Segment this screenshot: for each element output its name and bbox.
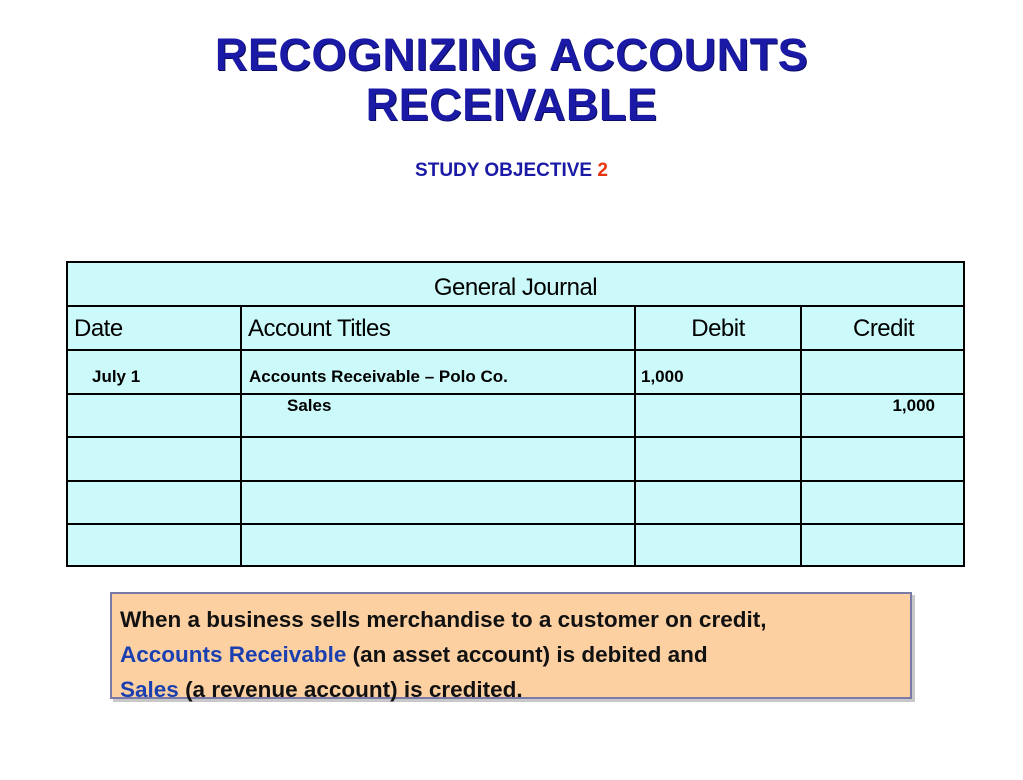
note-line-3 (120, 672, 910, 707)
row-divider (68, 523, 963, 525)
header-debit: Debit (691, 315, 745, 342)
note-line-1: When a business sells merchandise to a customer on credit, (120, 607, 767, 632)
explanation-note (110, 592, 912, 702)
entry-1-account: Accounts Receivable – Polo Co. (249, 367, 508, 386)
journal-title: General Journal (433, 274, 598, 301)
header-account-titles: Account Titles (248, 315, 391, 342)
entry-2-account: Sales (287, 396, 332, 415)
note-line-2 (120, 637, 910, 672)
header-credit: Credit (852, 315, 915, 342)
note-line-3-rest: (a revenue account) is credited. (178, 677, 523, 702)
slide-title (0, 30, 1023, 130)
row-divider (68, 393, 963, 395)
entry-2-credit: 1,000 (892, 396, 935, 415)
subtitle-number: 2 (597, 160, 608, 181)
slide-subtitle (0, 160, 1023, 182)
term-sales: Sales (120, 677, 179, 702)
title-line-1: RECOGNIZING ACCOUNTS (214, 29, 809, 80)
general-journal-table (66, 261, 965, 567)
subtitle-text: STUDY OBJECTIVE (415, 160, 593, 181)
term-accounts-receivable: Accounts Receivable (120, 642, 347, 667)
header-date: Date (74, 315, 123, 342)
row-divider (68, 436, 963, 438)
entry-1-date: July 1 (92, 367, 141, 386)
title-line-2: RECEIVABLE (365, 79, 658, 130)
column-divider (240, 307, 242, 565)
row-divider (68, 480, 963, 482)
entry-1-debit: 1,000 (641, 367, 684, 386)
note-line-2-rest: (an asset account) is debited and (346, 642, 708, 667)
